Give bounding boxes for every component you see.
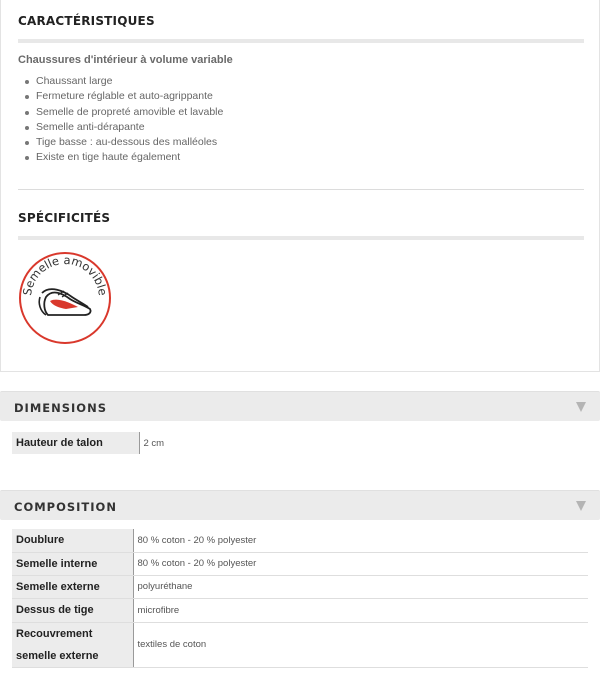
bullet-icon [25, 141, 29, 145]
list-item: Existe en tige haute également [25, 150, 223, 165]
bullet-icon [25, 126, 29, 130]
removable-insole-badge [18, 251, 112, 345]
table-row [12, 598, 588, 622]
dimensions-header[interactable] [0, 391, 600, 421]
table-key: Dessus de tige [12, 598, 133, 622]
composition-table [12, 529, 588, 668]
table-row [12, 432, 199, 454]
table-value: 80 % coton - 20 % polyester [133, 529, 588, 552]
table-row [12, 622, 588, 667]
table-row [12, 529, 588, 552]
table-row [12, 575, 588, 598]
specificities-divider [18, 236, 584, 240]
characteristics-divider [18, 39, 584, 43]
bullet-icon [25, 80, 29, 84]
badge-label: Semelle amovible [20, 252, 110, 297]
collapse-arrow-icon[interactable] [576, 501, 586, 511]
table-value: microfibre [133, 598, 588, 622]
characteristics-title: CARACTÉRISTIQUES [18, 14, 155, 28]
table-key: Hauteur de talon [12, 432, 139, 454]
table-value: 80 % coton - 20 % polyester [133, 552, 588, 575]
dimensions-table [12, 432, 199, 454]
table-value: textiles de coton [133, 622, 588, 667]
product-subtitle: Chaussures d'intérieur à volume variable [18, 54, 233, 66]
table-key: Recouvrement semelle externe [12, 622, 133, 667]
list-item: Semelle de propreté amovible et lavable [25, 105, 223, 120]
table-value: 2 cm [143, 437, 165, 449]
list-item: Tige basse : au-dessous des malléoles [25, 135, 223, 150]
section-separator [18, 189, 584, 190]
list-item: Fermeture réglable et auto-agrippante [25, 89, 223, 104]
table-key: Semelle externe [12, 575, 133, 598]
bullet-icon [25, 156, 29, 160]
bullet-icon [25, 111, 29, 115]
table-row [12, 552, 588, 575]
composition-title: COMPOSITION [14, 500, 117, 514]
table-value: polyuréthane [133, 575, 588, 598]
specificities-title: SPÉCIFICITÉS [18, 211, 111, 225]
table-key: Semelle interne [12, 552, 133, 575]
composition-header[interactable] [0, 490, 600, 520]
table-key: Doublure [12, 529, 133, 552]
list-item: Semelle anti-dérapante [25, 120, 223, 135]
dimensions-title: DIMENSIONS [14, 401, 107, 415]
list-item: Chaussant large [25, 74, 223, 89]
feature-list [25, 74, 223, 166]
collapse-arrow-icon[interactable] [576, 402, 586, 412]
bullet-icon [25, 95, 29, 99]
